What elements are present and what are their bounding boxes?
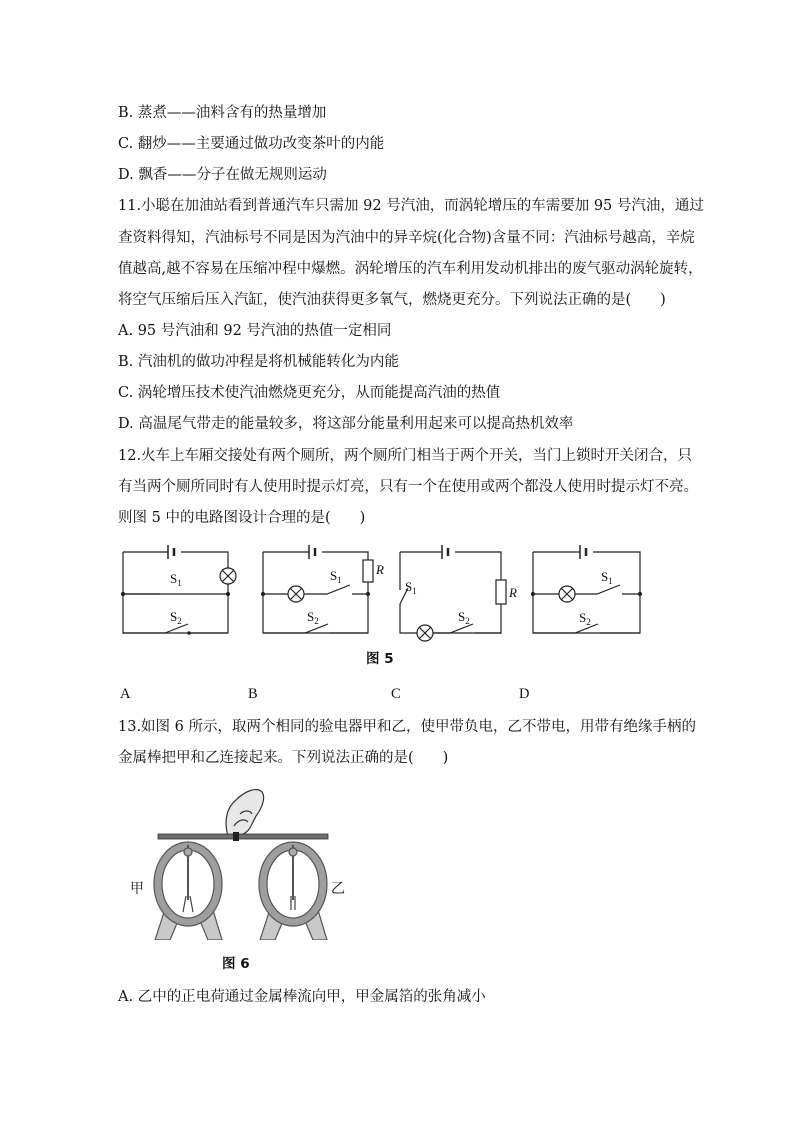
metal-rod xyxy=(158,834,328,839)
figure-5-option-a: A xyxy=(120,686,131,702)
option-a-q13: A. 乙中的正电荷通过金属棒流向甲，甲金属箔的张角减小 xyxy=(118,989,486,1005)
option-c-q10: C. 翻炒——主要通过做功改变茶叶的内能 xyxy=(118,136,385,152)
question-11-line-3: 值越高,越不容易在压缩冲程中爆燃。涡轮增压的汽车利用发动机排出的废气驱动涡轮旋转， xyxy=(118,261,703,277)
question-12-line-1: 12.火车上车厢交接处有两个厕所，两个厕所门相当于两个开关，当门上锁时开关闭合，只 xyxy=(118,448,693,464)
label-s2-c: $S_2$ xyxy=(458,609,470,626)
label-s1-a: $S_1$ xyxy=(170,571,182,588)
electroscope-jia xyxy=(154,842,222,940)
label-jia: 甲 xyxy=(130,882,144,897)
question-13-line-1: 13.如图 6 所示，取两个相同的验电器甲和乙，使甲带负电，乙不带电，用带有绝缘手柄的 xyxy=(118,719,696,735)
label-yi: 乙 xyxy=(331,882,345,897)
label-s1-b: $S_1$ xyxy=(330,568,342,585)
question-11-line-1: 11.小聪在加油站看到普通汽车只需加 92 号汽油，而涡轮增压的车需要加 95 号汽油，通过 xyxy=(118,198,704,214)
question-13-line-2: 金属棒把甲和乙连接起来。下列说法正确的是( ) xyxy=(118,750,449,766)
option-a-q11: A. 95 号汽油和 92 号汽油的热值一定相同 xyxy=(118,323,392,339)
figure-5-caption: 图 5 xyxy=(366,651,394,667)
label-s1-c: $S_1$ xyxy=(405,579,417,596)
label-s2-b: $S_2$ xyxy=(307,609,319,626)
question-11-line-4: 将空气压缩后压入汽缸，使汽油获得更多氧气，燃烧更充分。下列说法正确的是( ) xyxy=(118,292,666,308)
label-s2-d: $S_2$ xyxy=(579,610,591,627)
figure-5-option-d: D xyxy=(519,686,530,702)
electroscope-yi xyxy=(259,842,327,940)
label-s1-d: $S_1$ xyxy=(601,569,613,586)
label-r-b: R xyxy=(376,562,384,577)
label-r-c: R xyxy=(509,585,517,600)
question-11-line-2: 查资料得知，汽油标号不同是因为汽油中的异辛烷(化合物)含量不同：汽油标号越高，辛烷 xyxy=(118,230,695,246)
figure-5-option-c: C xyxy=(391,686,401,702)
option-b-q10: B. 蒸煮——油料含有的热量增加 xyxy=(118,105,327,121)
question-12-line-2: 有当两个厕所同时有人使用时提示灯亮，只有一个在使用或两个都没人使用时提示灯不亮。 xyxy=(118,479,698,495)
figure-5-option-b: B xyxy=(248,686,258,702)
option-d-q10: D. 飘香——分子在做无规则运动 xyxy=(118,167,327,183)
option-c-q11: C. 涡轮增压技术使汽油燃烧更充分，从而能提高汽油的热值 xyxy=(118,385,501,401)
label-s2-a: $S_2$ xyxy=(170,609,182,626)
figure-6-caption: 图 6 xyxy=(222,956,250,972)
question-12-line-3: 则图 5 中的电路图设计合理的是( ) xyxy=(118,510,366,526)
figure-6-electroscopes xyxy=(0,780,794,940)
hand-icon xyxy=(226,790,264,837)
option-b-q11: B. 汽油机的做功冲程是将机械能转化为内能 xyxy=(118,354,399,370)
option-d-q11: D. 高温尾气带走的能量较多，将这部分能量利用起来可以提高热机效率 xyxy=(118,416,574,432)
figure-5-circuits xyxy=(0,540,794,670)
